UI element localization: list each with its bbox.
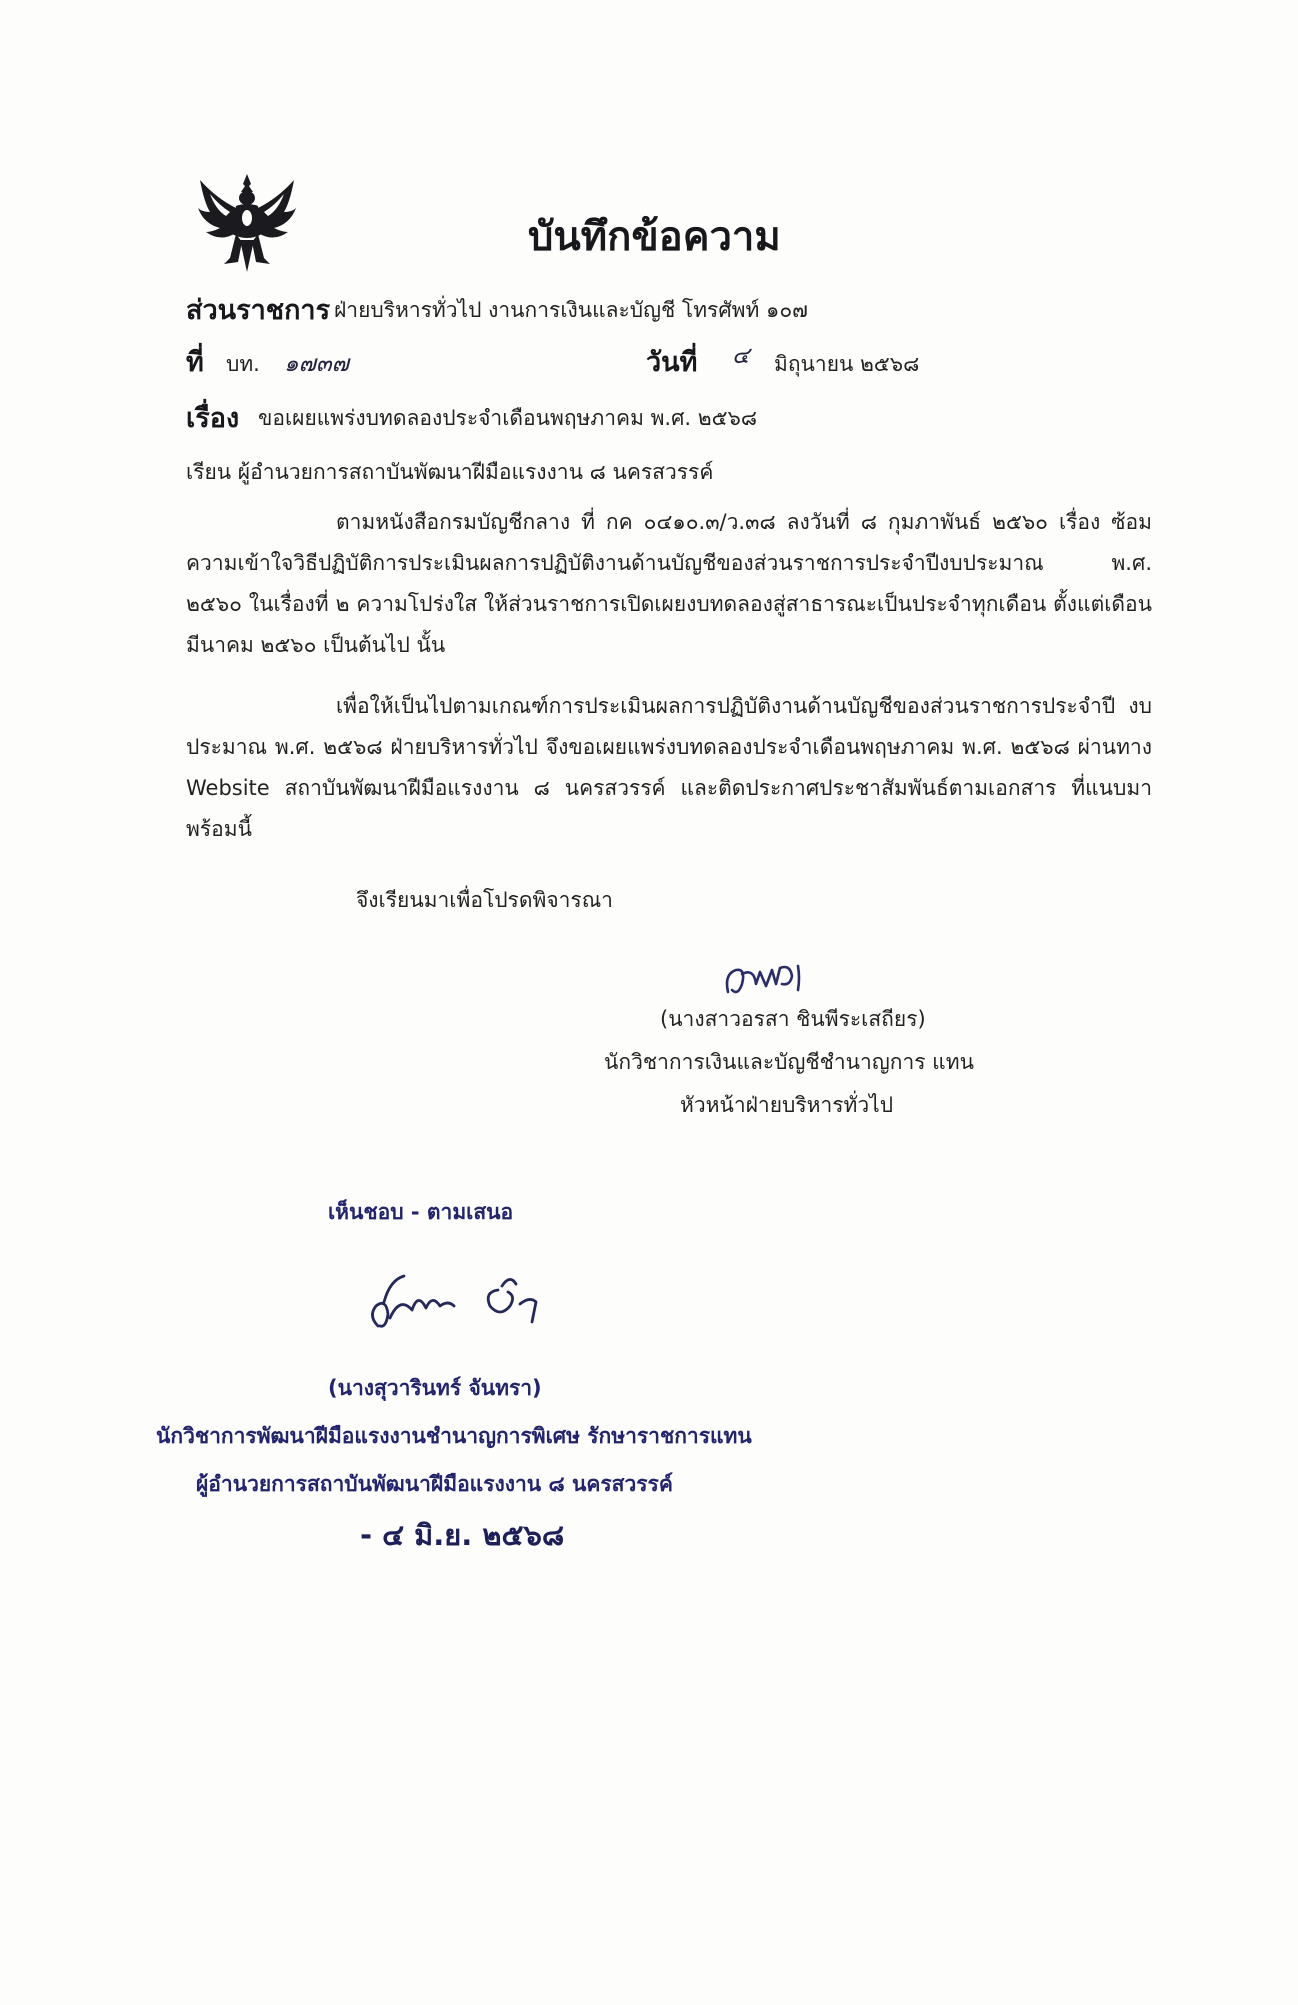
date-day: ๔ [732,343,750,369]
subject-label: เรื่อง [186,403,240,434]
garuda-emblem-icon [196,172,298,276]
signature-mark-2 [360,1266,570,1340]
document-title: บันทึกข้อความ [528,214,781,260]
signature-mark-1 [720,954,820,1006]
date-month-year: มิถุนายน ๒๕๖๘ [774,352,920,376]
date-label: วันที่ [646,347,698,378]
ref-number: ๑๗๓๗ [284,351,349,377]
approver-position-2: ผู้อำนวยการสถาบันพัฒนาฝีมือแรงงาน ๘ นครสวรรค์ [196,1472,673,1496]
signatory-position-1: นักวิชาการเงินและบัญชีชำนาญการ แทน [604,1050,974,1074]
body-paragraph-1 [186,502,1152,666]
signatory-position-2: หัวหน้าฝ่ายบริหารทั่วไป [680,1093,894,1117]
approval-note: เห็นชอบ - ตามเสนอ [328,1200,514,1224]
closing-line: จึงเรียนมาเพื่อโปรดพิจารณา [356,888,613,912]
body-paragraph-1-text: ตามหนังสือกรมบัญชีกลาง ที่ กค ๐๔๑๐.๓/ว.๓๘ ลงวันที่ ๘ กุมภาพันธ์ ๒๕๖๐ เรื่อง ซ้อมความเข้าใจวิธีปฏิบัติการประเมินผลการปฏิบัติงานด้านบัญชีของส่วนราชการประจำปีงบประมาณ พ.ศ. ๒๕๖๐ ในเรื่องที่ ๒ ความโปร่งใส ให้ส่วนราชการเปิดเผยงบทดลองสู่สาธารณะเป็นประจำทุกเดือน ตั้งแต่เดือนมีนาคม ๒๕๖๐ เป็นต้นไป นั้น [186,510,1152,657]
subject-value: ขอเผยแพร่งบทดลองประจำเดือนพฤษภาคม พ.ศ. ๒๕๖๘ [258,406,758,430]
department-value: ฝ่ายบริหารทั่วไป งานการเงินและบัญชี โทรศัพท์ ๑๐๗ [334,298,808,322]
ref-label: ที่ [186,347,204,378]
body-paragraph-2 [186,686,1152,850]
body-paragraph-2-text: เพื่อให้เป็นไปตามเกณฑ์การประเมินผลการปฏิบัติงานด้านบัญชีของส่วนราชการประจำปี งบประมาณ พ.ศ. ๒๕๖๘ ฝ่ายบริหารทั่วไป จึงขอเผยแพร่งบทดลองประจำเดือนพฤษภาคม พ.ศ. ๒๕๖๘ ผ่านทาง Website สถาบันพัฒนาฝีมือแรงงาน ๘ นครสวรรค์ และติดประกาศประชาสัมพันธ์ตามเอกสาร ที่แนบมาพร้อมนี้ [186,694,1152,841]
signatory-name: (นางสาวอรสา ชินพีระเสถียร) [660,1007,926,1031]
salutation: เรียน ผู้อำนวยการสถาบันพัฒนาฝีมือแรงงาน ๘ นครสวรรค์ [186,460,714,484]
approver-position-1: นักวิชาการพัฒนาฝีมือแรงงานชำนาญการพิเศษ รักษาราชการแทน [156,1424,752,1448]
approval-date-stamp: - ๔ มิ.ย. ๒๕๖๘ [360,1518,565,1552]
department-label: ส่วนราชการ [186,295,331,326]
ref-prefix: บท. [226,352,260,376]
approver-name: (นางสุวารินทร์ จันทรา) [328,1376,542,1400]
